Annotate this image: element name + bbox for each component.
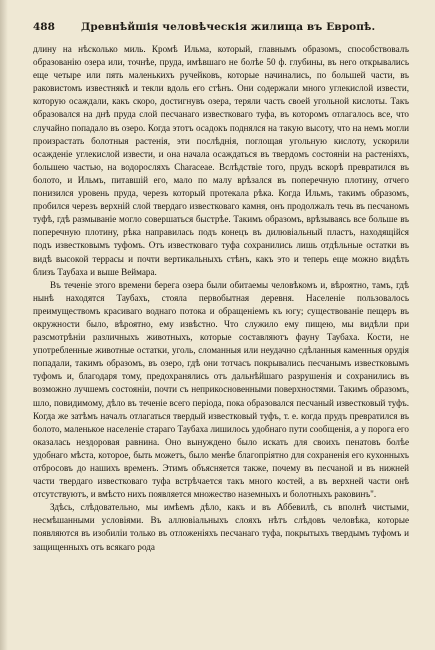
paragraph-2: Въ теченіе этого времени берега озера были обитаемы человѣкомъ и, вѣроятно, тамъ, гдѣ нынѣ находятся Таубахъ, стояла первобытная деревня. Населеніе пользовалось преимуществомъ красиваго воднаго потока и обращеніемъ къ югу; существованіе пещеръ въ окружности было, вѣроятно, ему извѣстно. Что служило ему пищею, мы видѣли при разсмотрѣніи различныхъ животныхъ, которые составляютъ фауну Таубаха. Кости, не употребленные животные остатки, уголь, сломанныя или неудачно сдѣланныя каменныя орудія попадали, такимъ образомъ, въ озеро, гдѣ они тотчасъ покрывались песчанымъ известковымъ туфомъ и, благодаря тому, предохранялись отъ дальнѣйшаго разрушенія и сохранились въ возможно лучшемъ состояніи, почти съ неприкосновенными поверхностями. Такимъ образомъ, шло, повидимому, дѣло въ теченіе всего періода, пока образовался песчаный известковый туфъ. Когда же затѣмъ началъ отлагаться твердый известковый туфъ, т. е. когда прудъ превратился въ болото, маленькое населеніе стараго Таубаха лишилось удобнаго пути сообщенія, а у порога его оказалась нездоровая равнина. Оно вынуждено было искать для своихъ пенатовъ болѣе удобнаго мѣста, которое, быть можетъ, было менѣе благопріятно для сохраненія его кухонныхъ отбросовъ до нашихъ временъ. Этимъ объясняется также, почему въ песчаной и въ нижней части твердаго известковаго туфа встрѣчается такъ много костей, а въ верхней части онѣ отсутствуютъ, и вмѣсто нихъ появляется множество наземныхъ и болотныхъ раковинъ". — [33, 279, 409, 500]
paragraph-3: Здѣсь, слѣдовательно, мы имѣемъ дѣло, какъ и въ Аббевилѣ, съ вполнѣ чистыми, несмѣшанными условіями. Въ аллювіальныхъ слояхъ нѣтъ слѣдовъ человѣка, которые появляются въ изобиліи только въ отложеніяхъ песчанаго туфа, покрытыхъ твердымъ туфомъ и защищенныхъ отъ всякаго рода — [33, 502, 409, 552]
page-number: 488 — [33, 21, 55, 33]
body-text — [33, 43, 409, 554]
page-gutter-shadow — [0, 0, 8, 650]
running-title: Древнѣйшія человѣческія жилища въ Европѣ. — [81, 21, 376, 33]
page-header — [33, 21, 408, 35]
paragraph-1: длину на нѣсколько миль. Кромѣ Ильма, который, главнымъ образомъ, способствовалъ образованію озера или, точнѣе, пруда, имѣвшаго не болѣе 50 ф. глубины, въ него открывались еще четыре или пять маленькихъ ручейковъ, которые начинались, по большей части, въ раковистомъ известнякѣ и текли вдоль его стѣнъ. Они содержали много углекислой извести, которую осаждали, какъ скоро, достигнувъ озера, теряли часть своей угольной кислоты. Такъ образовался на днѣ пруда слой песчанаго известковаго туфа, въ которомъ отлагалось все, что случайно попадало въ озеро. Когда этотъ осадокъ поднялся на такую высоту, что на немъ могли произрастать болотныя растенія, эти послѣднія, поглощая угольную кислоту, ускорили осажденіе углекислой извести, и она начала осаждаться въ твердомъ состояніи на растеніяхъ, большею частью, на водоросляхъ Characeae. Вслѣдствіе того, прудъ вскорѣ превратился въ болото, и Ильмъ, питавшій его, мало по малу врѣзался въ поперечную плотину, отчего понизился уровень пруда, черезъ который протекала рѣка. Когда Ильмъ, такимъ образомъ, пробился черезъ верхній слой твердаго известковаго камня, онъ продолжалъ течь въ песчаномъ туфѣ, гдѣ размываніе могло совершаться быстрѣе. Такимъ образомъ, врѣзываясь все больше въ поперечную плотину, рѣка направилась подъ конецъ въ дилювіальный пластъ, находящійся подъ известковымъ туфомъ. Отъ известковаго туфа сохранились лишь отдѣльные остатки въ видѣ высокой террасы и почти вертикальныхъ стѣнъ, какъ это и теперь еще можно видѣть близъ Таубаха и выше Веймара. — [33, 44, 409, 277]
